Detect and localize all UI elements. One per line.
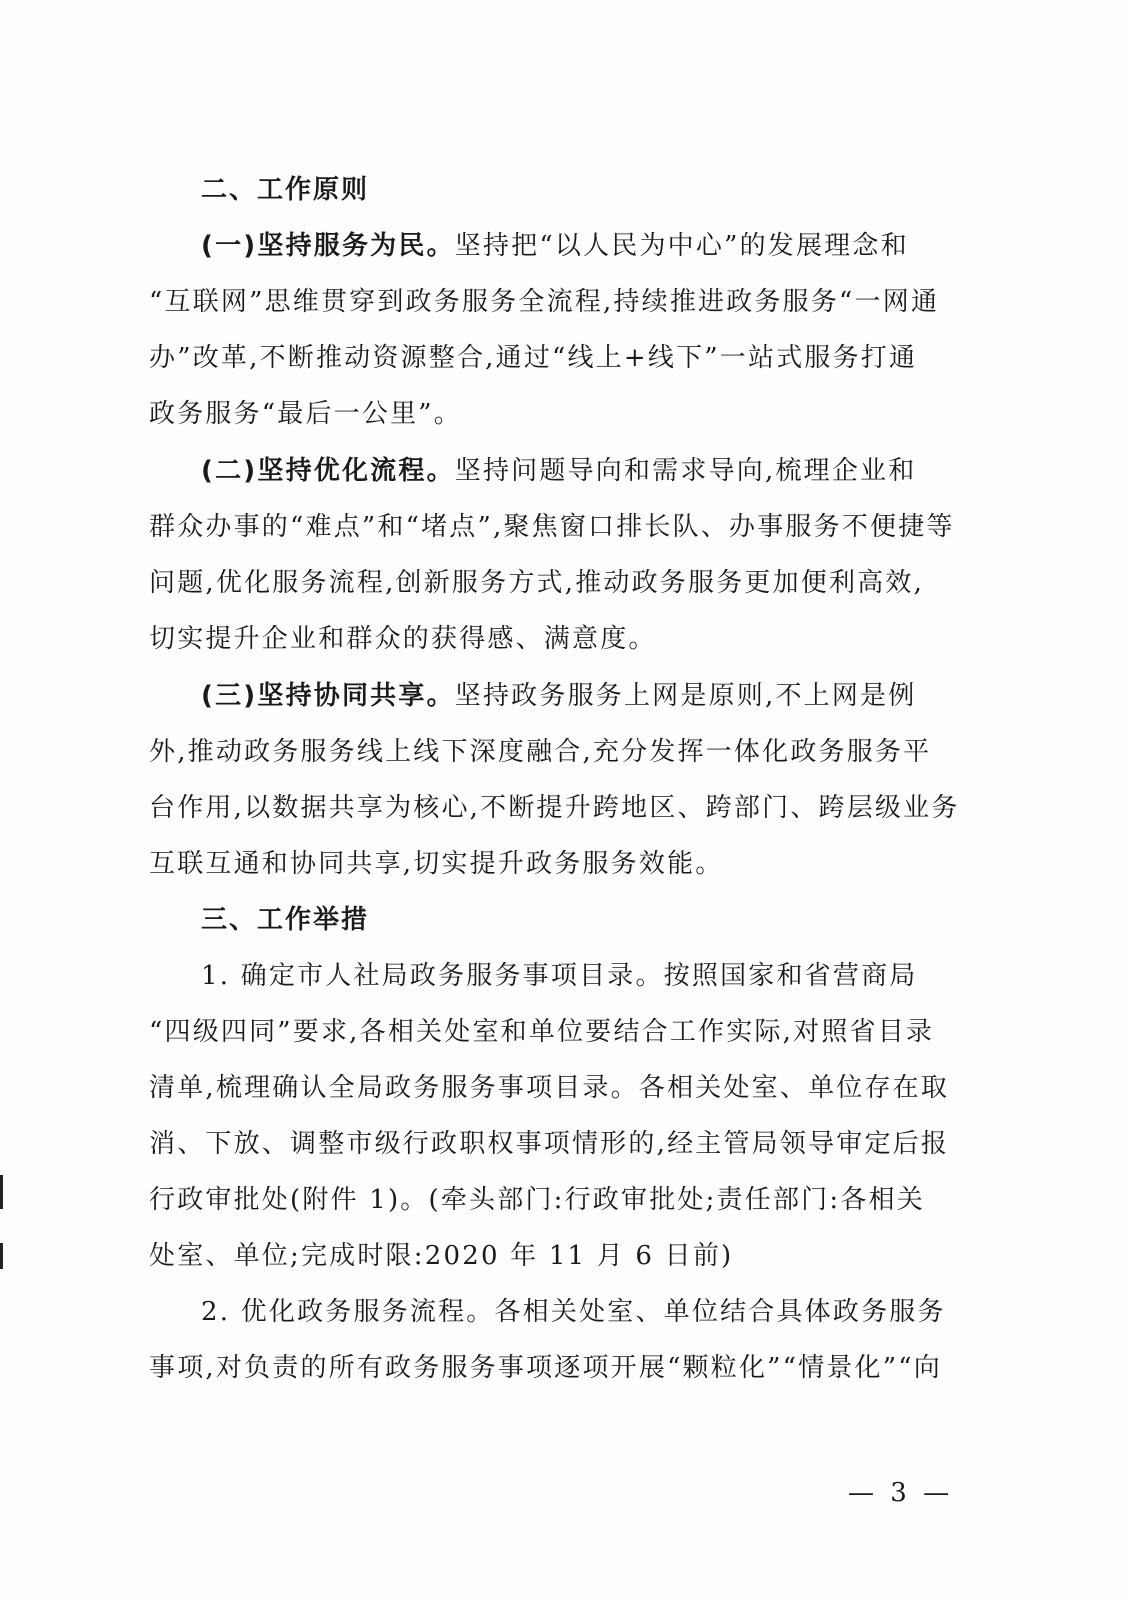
section-heading-principles: 二、工作原则	[201, 175, 370, 205]
paragraph-line: 办”改革,不断推动资源整合,通过“线上+线下”一站式服务打通	[149, 343, 918, 373]
paragraph-text: 坚持政务服务上网是原则,不上网是例	[454, 681, 917, 711]
paragraph-line: 台作用,以数据共享为核心,不断提升跨地区、跨部门、跨层级业务	[149, 793, 960, 823]
paragraph-line: 2. 优化政务服务流程。各相关处室、单位结合具体政务服务	[201, 1297, 946, 1327]
principle-2-title: (二)坚持优化流程。	[201, 456, 455, 486]
principle-3-title: (三)坚持协同共享。	[201, 681, 455, 711]
scan-edge-mark	[0, 1243, 3, 1269]
paragraph-text: 坚持问题导向和需求导向,梳理企业和	[454, 456, 917, 486]
paragraph-line: “四级四同”要求,各相关处室和单位要结合工作实际,对照省目录	[149, 1017, 935, 1047]
paragraph-line: 切实提升企业和群众的获得感、满意度。	[149, 624, 657, 654]
paragraph-line: 问题,优化服务流程,创新服务方式,推动政务服务更加便利高效,	[149, 568, 925, 598]
paragraph-line: 政务服务“最后一公里”。	[149, 399, 462, 429]
paragraph-line: 群众办事的“难点”和“堵点”,聚焦窗口排长队、办事服务不便捷等	[149, 512, 955, 542]
paragraph-line: 处室、单位;完成时限:2020 年 11 月 6 日前)	[149, 1241, 734, 1271]
paragraph-line: 1. 确定市人社局政务服务事项目录。按照国家和省营商局	[201, 961, 918, 991]
paragraph-line: 事项,对负责的所有政务服务事项逐项开展“颗粒化”“情景化”“向	[149, 1353, 942, 1383]
paragraph-line: 消、下放、调整市级行政职权事项情形的,经主管局领导审定后报	[149, 1129, 950, 1159]
paragraph-line	[201, 676, 916, 716]
paragraph-line: 清单,梳理确认全局政务服务事项目录。各相关处室、单位存在取	[149, 1073, 950, 1103]
paragraph-line	[201, 226, 909, 266]
section-heading-measures: 三、工作举措	[201, 905, 370, 935]
paragraph-line: 外,推动政务服务线上线下深度融合,充分发挥一体化政务服务平	[149, 737, 932, 767]
paragraph-line: 互联互通和协同共享,切实提升政务服务效能。	[149, 849, 724, 879]
paragraph-line: “互联网”思维贯穿到政务服务全流程,持续推进政务服务“一网通	[149, 287, 940, 317]
paragraph-line	[201, 451, 916, 491]
scan-edge-mark	[0, 1175, 3, 1209]
principle-1-title: (一)坚持服务为民。	[201, 231, 455, 261]
paragraph-text: 坚持把“以人民为中心”的发展理念和	[454, 231, 909, 261]
paragraph-line: 行政审批处(附件 1)。(牵头部门:行政审批处;责任部门:各相关	[149, 1185, 925, 1215]
page-number: — 3 —	[848, 1478, 954, 1508]
